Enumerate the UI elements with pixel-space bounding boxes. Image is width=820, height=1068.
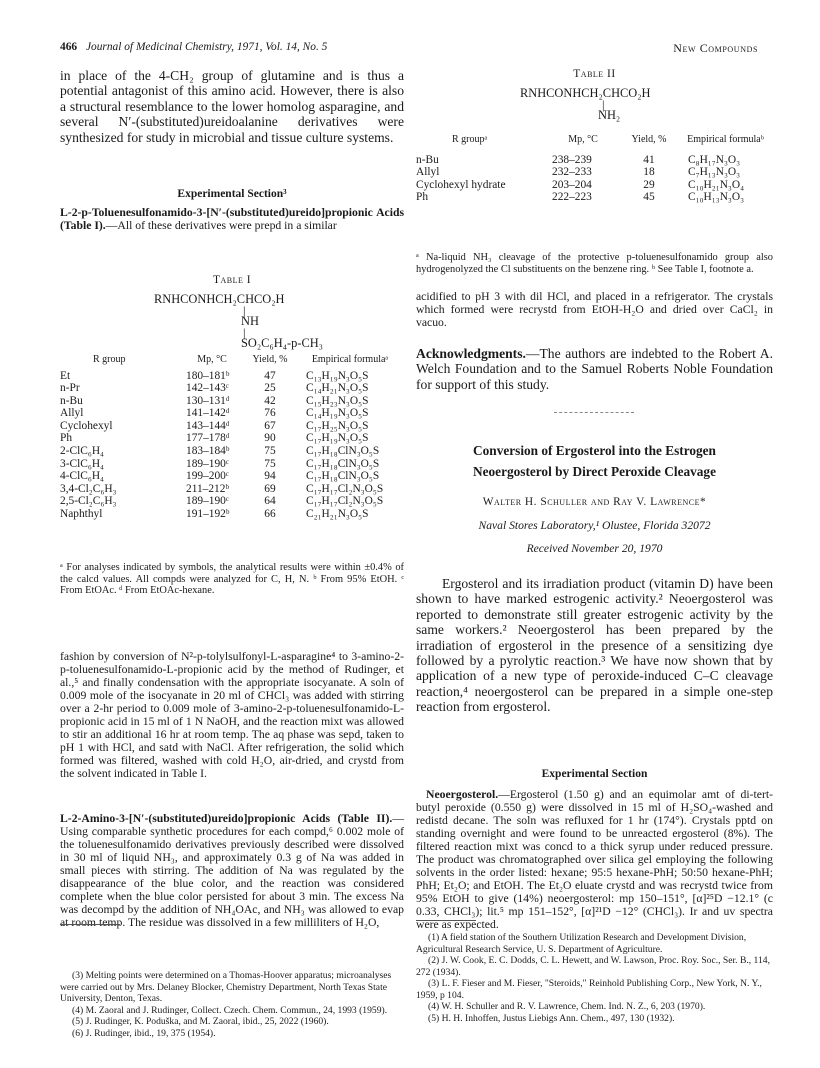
table2-header-formula: Empirical formulaᵇ [687,134,764,145]
right-footnotes [416,932,773,1024]
table2-cell-yield: 41 [643,153,655,166]
table1-body [60,370,404,521]
experimental-paragraph-1 [60,206,404,232]
table1-cell-yield: 25 [264,382,276,395]
table2-cell-formula: C₁₀H₂₁N₃O₄ [688,178,745,191]
table1-formula-bond1: | [243,304,246,318]
table1-header-mp: Mp, °C [197,354,227,365]
table2-cell-mp: 238–239 [552,153,592,166]
table1-cell-mp: 130–131ᵈ [186,394,230,407]
table1-cell-rgroup: 3,4-Cl₂C₆H₃ [60,482,117,495]
ref-footnote-1: (1) A field station of the Southern Utilization Research and Development Division, Agricultural Research Service, U. S. Department of Agriculture. [416,932,747,955]
intro-paragraph: in place of the 4-CH₂ group of glutamine and is thus a potential antagonist of this amino acid. However, there is also a structural resemblance to the lower homolog asparagine, and several N′-(substituted)ureidoalanine derivatives were synthesized for study in microbial and tissue culture systems. [60,68,404,145]
table1-cell-yield: 76 [264,407,276,420]
table1-row [60,407,404,420]
table1-cell-mp: 183–184ᵇ [186,445,230,458]
table2-cell-rgroup: n-Bu [416,153,439,166]
table1-cell-yield: 64 [264,495,276,508]
table1-cell-yield: 90 [264,432,276,445]
article-abstract: Ergosterol and its irradiation product (vitamin D) have been shown to have marked estrogenic activity.² Neoergosterol was reported to demonstrate still greater estrogenic activity by the same workers.² Neoergosterol has been prepared by the irradiation of ergosterol in the presence of a sensitizing dye followed by a pyrolytic reaction.³ We have now shown that by application of a new type of peroxide-induced C–C cleavage reaction,⁴ neoergosterol can be prepared in a simple one-step reaction from ergosterol. [416,576,773,715]
table1-cell-yield: 67 [264,419,276,432]
table2-cell-rgroup: Cyclohexyl hydrate [416,178,506,191]
table1-formula-line2: NH [241,314,259,328]
acknowledgments [416,346,773,392]
article-title-line2: Neoergosterol by Direct Peroxide Cleavage [473,464,716,479]
table1-cell-mp: 141–142ᵈ [186,407,230,420]
table2-method-paragraph [60,812,404,929]
table1-cell-mp: 189–190ᶜ [186,457,229,470]
neoergosterol-text: —Ergosterol (1.50 g) and an equimolar amt of di-tert-butyl peroxide (0.550 g) were dissolved in 15 ml of H₂SO₄-washed and redistd decane. The soln was refluxed for 1 hr (174°). Crystals pptd on standing overnight and were found to be unreacted ergosterol (8%). The filtered reaction mixt was concd to a thick syrup under reduced pressure. The product was chromatographed over silica gel employing the following solvents in the order listed: hexane; 95:5 hexane-PhH; 50:50 hexane-PhH; PhH; Et₂O; and EtOH. The Et₂O eluate crystd and was recrystd twice from 95% EtOH to give (14%) neoergosterol: mp 150–151°, [α]²⁵D −12.1° (c 0.33, CHCl₃); lit.⁵ mp 151–152°, [α]²¹D −12° (CHCl₃). Ir and uv spectra were as expected. [416,788,773,931]
table2-row [416,179,773,192]
table1-cell-formula: C₁₇H₁₇Cl₂N₃O₅S [306,495,384,508]
table1-row [60,458,404,471]
table1-formula-line3: SO₂C₆H₄-p-CH₃ [241,336,323,350]
section-name: New Compounds [673,41,758,55]
table1-cell-rgroup: Naphthyl [60,508,103,521]
table1-cell-yield: 69 [264,482,276,495]
table1-cell-mp: 191–192ᵇ [186,508,230,521]
table1-cell-formula: C₁₇H₁₈ClN₃O₅S [306,470,380,483]
table1-cell-mp: 189–190ᶜ [186,495,229,508]
table2-body [416,154,773,204]
neoergosterol-procedure [416,788,773,931]
table1-cell-formula: C₂₁H₂₁N₃O₅S [306,508,369,521]
experimental-heading: Experimental Section³ [177,188,287,200]
left-footnotes [60,970,404,1039]
table1-cell-rgroup: 2-ClC₆H₄ [60,445,105,458]
table1-row [60,445,404,458]
table2-cell-formula: C₁₀H₁₃N₃O₃ [688,191,745,204]
experimental-paragraph-1-lead: L-2-p-Toluenesulfonamido-3-[N′-(substituted)ureido]propionic Acids (Table I). [60,206,404,232]
table1-row [60,395,404,408]
article-affiliation: Naval Stores Laboratory,¹ Olustee, Florida 32072 [478,519,711,532]
table1-footnote: ᵃ For analyses indicated by symbols, the analytical results were within ±0.4% of the calcd values. All compds were analyzed for C, H, N. ᵇ From 95% EtOH. ᶜ From EtOAc. ᵈ From EtOAc-hexane. [60,562,404,597]
table2-row [416,191,773,204]
table2-header-row [416,134,773,146]
table2-method-text: —Using comparable synthetic procedures for each compd,⁶ 0.002 mole of the toluenesulfonamido derivatives previously described were dissolved in 30 ml of liquid NH₃, and approximately 0.3 g of Na was added in small pieces with stirring. The addition of Na was regulated by the disappearance of the blue color, and the reaction was considered complete when the blue color persisted for about 3 min. The excess Na was decompd by the addition of NH₄OAc, and NH₃ was allowed to evap at room temp. The residue was dissolved in a few milliliters of H₂O, [60,812,404,929]
table2-formula-line1: RNHCONHCH₂CHCO₂H [520,86,651,100]
running-header [60,41,758,57]
table2-cell-mp: 222–223 [552,191,592,204]
table1-cell-mp: 177–178ᵈ [186,432,230,445]
table1-cell-rgroup: 4-ClC₆H₄ [60,470,105,483]
continuation-paragraph [416,290,773,329]
table1-cell-formula: C₁₇H₁₈ClN₃O₅S [306,445,380,458]
ref-footnote-4: (4) W. H. Schuller and R. V. Lawrence, Chem. Ind. N. Z., 6, 203 (1970). [428,1001,706,1012]
ref-footnote-3: (3) L. F. Fieser and M. Fieser, "Steroids," Reinhold Publishing Corp., New York, N. Y., 1959, p 104. [416,978,762,1001]
footnote-5: (5) J. Rudinger, K. Poduška, and M. Zaoral, ibid., 25, 2022 (1960). [72,1016,329,1027]
journal-citation: Journal of Medicinal Chemistry, 1971, Vol. 14, No. 5 [85,41,328,53]
table1-cell-rgroup: 2,5-Cl₂C₆H₃ [60,495,117,508]
article-title [416,440,773,482]
table1-header-row [60,354,404,366]
table1-formula-line1: RNHCONHCH₂CHCO₂H [154,292,285,306]
table2-cell-formula: C₈H₁₇N₃O₃ [688,153,741,166]
table1-cell-yield: 47 [264,369,276,382]
table1-cell-formula: C₁₅H₂₃N₃O₅S [306,394,369,407]
table1-cell-formula: C₁₇H₂₅N₃O₅S [306,419,369,432]
synthesis-paragraph: fashion by conversion of N²-p-tolylsulfonyl-L-asparagine⁴ to 3-amino-2-p-toluenesulfonamido-L-propionic acid by the method of Rudinger, et al.,⁵ and finally condensation with the appropriate isocyanate. A soln of 0.009 mole of the isocyanate in 20 ml of CHCl₃ was added with stirring over a 2-hr period to 0.009 mole of 3-amino-2-p-toluenesulfonamido-L-propionic acid in 15 ml of 1 N NaOH, and the reaction mixt was allowed to stir an additional 16 hr at room temp. The aq phase was sepd, taken to pH 1 with HCl, and satd with NaCl. After refrigeration, the solid which formed was filtered, washed with cold H₂O, air-dried, and crystd from the solvent indicated in Table I. [60,650,404,780]
article-authors: Walter H. Schuller and Ray V. Lawrence* [482,496,707,508]
footnote-4: (4) M. Zaoral and J. Rudinger, Collect. Czech. Chem. Commun., 24, 1993 (1959). [72,1004,388,1016]
table2-method-lead: L-2-Amino-3-[N′-(substituted)ureido]propionic Acids (Table II). [60,812,393,825]
table1-cell-rgroup: n-Bu [60,394,83,407]
neoergosterol-lead: Neoergosterol. [426,788,499,801]
table1-cell-yield: 42 [264,394,276,407]
table1-cell-yield: 75 [264,457,276,470]
table1-cell-yield: 75 [264,445,276,458]
acknowledgments-lead: Acknowledgments. [416,346,526,361]
table2-cell-yield: 29 [643,178,655,191]
table2-footnote: ᵃ Na-liquid NH₃ cleavage of the protective p-toluenesulfonamido group also hydrogenolyzed the Cl substituents on the benzene ring. ᵇ See Table I, footnote a. [416,252,773,275]
footnote-3: (3) Melting points were determined on a Thomas-Hoover apparatus; microanalyses were carried out by Mrs. Delaney Blocker, Chemistry Department, North Texas State University, Denton, Texas. [60,970,392,1004]
page-number: 466 [60,41,78,53]
table1-header-yield: Yield, % [252,354,288,365]
table1-cell-mp: 211–212ᵇ [186,482,229,495]
article-title-line1: Conversion of Ergosterol into the Estrogen [473,443,716,458]
table1-header-rgroup: R group [93,354,126,365]
table2-cell-rgroup: Allyl [416,166,440,179]
footnote-6: (6) J. Rudinger, ibid., 19, 375 (1954). [72,1027,216,1039]
experimental-paragraph-1-text: —All of these derivatives were prepd in a similar [105,219,337,232]
table1-row [60,370,404,383]
table2-header-rgroup: R groupᵃ [452,134,488,145]
table1-row [60,495,404,508]
table1-cell-rgroup: n-Pr [60,382,80,395]
table1-cell-formula: C₁₇H₁₈ClN₃O₅S [306,457,380,470]
table2-cell-yield: 45 [643,191,655,204]
table1-row [60,483,404,496]
table2-row [416,154,773,167]
article-separator [554,412,634,413]
table1-cell-formula: C₁₄H₂₁N₃O₅S [306,382,369,395]
table2-caption: Table II [573,68,616,80]
table1-row [60,470,404,483]
table1-header-formula: Empirical formulaᵃ [311,354,389,365]
table1-formula-bond2: | [243,326,246,340]
table1-row [60,420,404,433]
table2-formula-bond: | [602,98,605,112]
acknowledgments-text: —The authors are indebted to the Robert A. Welch Foundation and to the Samuel Roberts Noble Foundation for support of this study. [416,346,773,392]
table1-row [60,432,404,445]
table2-cell-rgroup: Ph [416,191,429,204]
table1-cell-mp: 199–200ᶜ [186,470,229,483]
table1 [60,354,404,521]
footnote-rule-right [416,920,476,921]
table1-cell-rgroup: 3-ClC₆H₄ [60,457,105,470]
article-experimental-heading: Experimental Section [541,768,648,780]
table2-row [416,166,773,179]
table1-cell-rgroup: Et [60,369,71,382]
table1-cell-rgroup: Cyclohexyl [60,419,113,432]
table2-formula-line2: NH₂ [598,108,621,122]
table1-cell-yield: 94 [264,470,276,483]
table2-cell-formula: C₇H₁₃N₃O₃ [688,166,741,179]
footnote-rule-left [60,924,120,925]
table1-cell-mp: 143–144ᵈ [186,419,230,432]
table2-header-yield: Yield, % [631,134,667,145]
table2-header-mp: Mp, °C [568,134,598,145]
continuation-text: acidified to pH 3 with dil HCl, and placed in a refrigerator. The crystals which formed were recrystd from EtOH-H₂O and dried over CaCl₂ in vacuo. [416,290,773,329]
table1-row [60,508,404,521]
table1-row [60,382,404,395]
table1-cell-formula: C₁₃H₁₉N₃O₅S [306,369,369,382]
table1-caption: Table I [212,274,252,286]
table1-cell-yield: 66 [264,508,276,521]
table2-cell-yield: 18 [643,166,655,179]
article-received: Received November 20, 1970 [526,542,663,555]
table1-cell-mp: 142–143ᶜ [186,382,229,395]
table1-cell-formula: C₁₇H₁₉N₃O₅S [306,432,369,445]
table1-cell-mp: 180–181ᵇ [186,369,230,382]
table2-cell-mp: 203–204 [552,178,592,191]
table1-cell-formula: C₁₄H₁₉N₃O₅S [306,407,369,420]
table1-cell-rgroup: Ph [60,432,73,445]
table2-cell-mp: 232–233 [552,166,592,179]
table1-cell-formula: C₁₇H₁₇Cl₂N₃O₅S [306,482,384,495]
table1-cell-rgroup: Allyl [60,407,84,420]
ref-footnote-5: (5) H. H. Inhoffen, Justus Liebigs Ann. Chem., 497, 130 (1932). [428,1012,675,1024]
ref-footnote-2: (2) J. W. Cook, E. C. Dodds, C. L. Hewett, and W. Lawson, Proc. Roy. Soc., Ser. B., 114, 272 (1934). [416,955,770,978]
table2 [416,134,773,204]
